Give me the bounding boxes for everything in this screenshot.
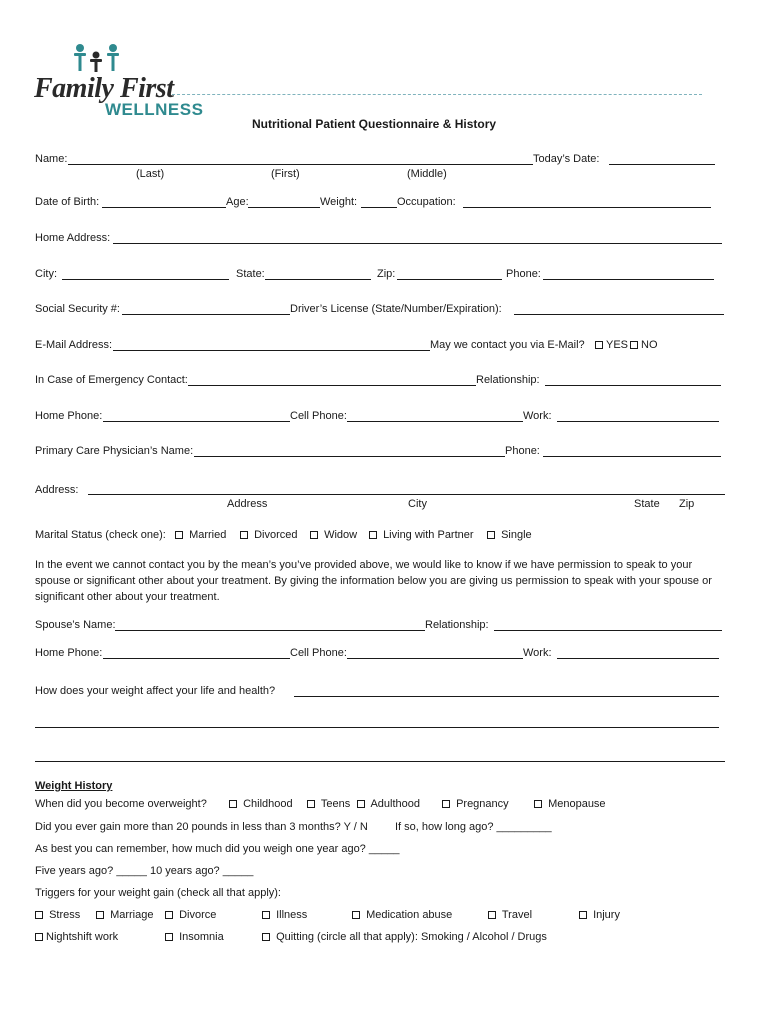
- city-sublabel: City: [408, 498, 427, 510]
- option-label: Widow: [324, 529, 358, 541]
- phone-label: Phone:: [506, 268, 541, 280]
- option-label: Adulthood: [370, 798, 420, 810]
- dob-label: Date of Birth:: [35, 196, 100, 208]
- option-label: Injury: [593, 909, 620, 921]
- drivers-license-label: Driver’s License (State/Number/Expiration):: [290, 303, 502, 315]
- checkbox-icon[interactable]: [35, 933, 43, 941]
- ssn-label: Social Security #:: [35, 303, 120, 315]
- checkbox-icon[interactable]: [595, 341, 603, 349]
- option-label: Single: [501, 529, 532, 541]
- logo-line2: WELLNESS: [105, 100, 204, 119]
- permission-paragraph: In the event we cannot contact you by the mean’s you’ve provided above, we would like to know if we have permission to speak to your spouse or significant other about your treatment. By giving the information below you are giving us permission to speak with your spouse or significant other about your treatment.: [35, 559, 712, 603]
- weight-field[interactable]: [361, 207, 397, 208]
- spouse-relationship-field[interactable]: [494, 630, 722, 631]
- age-label: Age:: [226, 196, 249, 208]
- overweight-question: When did you become overweight?: [35, 798, 207, 810]
- checkbox-icon[interactable]: [579, 911, 587, 919]
- city-field[interactable]: [62, 279, 229, 280]
- one-year-question: As best you can remember, how much did you weigh one year ago? _____: [35, 843, 400, 855]
- checkbox-icon[interactable]: [240, 531, 248, 539]
- emergency-contact-field[interactable]: [188, 385, 476, 386]
- spouse-cell-phone-label: Cell Phone:: [290, 647, 347, 659]
- name-field[interactable]: [68, 164, 533, 165]
- spouse-work-field[interactable]: [557, 658, 719, 659]
- zip-sublabel: Zip: [679, 498, 695, 510]
- drivers-license-field[interactable]: [514, 314, 724, 315]
- checkbox-icon[interactable]: [534, 800, 542, 808]
- name-label: Name:: [35, 153, 68, 165]
- home-phone-field[interactable]: [103, 421, 290, 422]
- occupation-label: Occupation:: [397, 196, 456, 208]
- pcp-label: Primary Care Physician’s Name:: [35, 445, 194, 457]
- address-field[interactable]: [88, 494, 725, 495]
- checkbox-icon[interactable]: [488, 911, 496, 919]
- state-sublabel: State: [634, 498, 660, 510]
- checkbox-icon[interactable]: [352, 911, 360, 919]
- checkbox-icon[interactable]: [442, 800, 450, 808]
- checkbox-icon[interactable]: [229, 800, 237, 808]
- weight-affect-question: How does your weight affect your life and health?: [35, 685, 276, 697]
- option-label: Pregnancy: [456, 798, 509, 810]
- overweight-option-teens[interactable]: [307, 798, 350, 811]
- no-label: NO: [641, 339, 658, 351]
- checkbox-icon[interactable]: [357, 800, 365, 808]
- checkbox-icon[interactable]: [175, 531, 183, 539]
- option-label: Insomnia: [179, 931, 224, 943]
- rapid-gain-question: Did you ever gain more than 20 pounds in less than 3 months? Y / N: [35, 821, 368, 833]
- zip-label: Zip:: [377, 268, 396, 280]
- address-label: Address:: [35, 484, 79, 496]
- spouse-relationship-label: Relationship:: [425, 619, 489, 631]
- header-divider: [172, 94, 702, 95]
- overweight-option-menopause[interactable]: [534, 798, 606, 811]
- pcp-phone-label: Phone:: [505, 445, 540, 457]
- option-label: Travel: [501, 909, 533, 921]
- marital-option-widow[interactable]: [310, 529, 357, 542]
- checkbox-icon[interactable]: [487, 531, 495, 539]
- relationship-field[interactable]: [545, 385, 721, 386]
- marital-option-divorced[interactable]: [240, 529, 297, 542]
- checkbox-icon[interactable]: [165, 911, 173, 919]
- weight-affect-field-3[interactable]: [35, 761, 725, 762]
- spouse-work-label: Work:: [523, 647, 552, 659]
- trigger-marriage[interactable]: [96, 909, 153, 922]
- option-label: Menopause: [548, 798, 606, 810]
- trigger-injury[interactable]: [579, 909, 620, 922]
- checkbox-icon[interactable]: [96, 911, 104, 919]
- state-field[interactable]: [265, 279, 371, 280]
- spouse-home-phone-field[interactable]: [103, 658, 290, 659]
- spouse-name-label: Spouse’s Name:: [35, 619, 116, 631]
- option-label: Medication abuse: [366, 909, 453, 921]
- cell-phone-field[interactable]: [347, 421, 523, 422]
- home-address-field[interactable]: [113, 243, 722, 244]
- checkbox-icon[interactable]: [262, 933, 270, 941]
- last-sublabel: (Last): [136, 168, 165, 180]
- work-label: Work:: [523, 410, 552, 422]
- email-label: E-Mail Address:: [35, 339, 113, 351]
- city-label: City:: [35, 268, 57, 280]
- todays-date-label: Today’s Date:: [533, 153, 600, 165]
- trigger-insomnia[interactable]: [165, 931, 224, 944]
- trigger-stress[interactable]: [35, 909, 80, 922]
- dob-field[interactable]: [102, 207, 226, 208]
- checkbox-icon[interactable]: [35, 911, 43, 919]
- trigger-illness[interactable]: [262, 909, 307, 922]
- checkbox-icon[interactable]: [310, 531, 318, 539]
- trigger-nightshift-work[interactable]: [35, 931, 118, 944]
- email-field[interactable]: [113, 350, 430, 351]
- middle-sublabel: (Middle): [407, 168, 447, 180]
- email-yes-option[interactable]: [595, 339, 628, 352]
- spouse-home-phone-label: Home Phone:: [35, 647, 103, 659]
- weight-affect-field-1[interactable]: [294, 696, 719, 697]
- trigger-quitting[interactable]: [262, 931, 547, 944]
- overweight-option-pregnancy[interactable]: [442, 798, 509, 811]
- weight-history-heading: Weight History: [35, 780, 113, 792]
- rapid-gain-followup: If so, how long ago? _________: [395, 821, 552, 833]
- occupation-field[interactable]: [463, 207, 711, 208]
- marital-option-married[interactable]: [175, 529, 226, 542]
- relationship-label: Relationship:: [476, 374, 540, 386]
- trigger-medication-abuse[interactable]: [352, 909, 452, 922]
- triggers-question: Triggers for your weight gain (check all that apply):: [35, 887, 281, 899]
- emergency-contact-label: In Case of Emergency Contact:: [35, 374, 188, 386]
- ssn-field[interactable]: [122, 314, 290, 315]
- checkbox-icon[interactable]: [262, 911, 270, 919]
- marital-status-label: Marital Status (check one):: [35, 529, 166, 541]
- option-label: Divorce: [179, 909, 217, 921]
- cell-phone-label: Cell Phone:: [290, 410, 347, 422]
- marital-option-living-with-partner[interactable]: [369, 529, 474, 542]
- checkbox-icon[interactable]: [307, 800, 315, 808]
- weight-label: Weight:: [320, 196, 358, 208]
- state-label: State:: [236, 268, 265, 280]
- pcp-phone-field[interactable]: [543, 456, 721, 457]
- todays-date-field[interactable]: [609, 164, 715, 165]
- weight-affect-field-2[interactable]: [35, 727, 719, 728]
- logo-line1: Family First: [34, 73, 174, 104]
- age-field[interactable]: [248, 207, 320, 208]
- option-label: Nightshift work: [46, 931, 119, 943]
- spouse-name-field[interactable]: [115, 630, 425, 631]
- overweight-option-childhood[interactable]: [229, 798, 293, 811]
- work-field[interactable]: [557, 421, 719, 422]
- checkbox-icon[interactable]: [630, 341, 638, 349]
- zip-field[interactable]: [397, 279, 502, 280]
- option-label: Living with Partner: [383, 529, 474, 541]
- overweight-option-adulthood[interactable]: [357, 798, 420, 811]
- option-label: Childhood: [243, 798, 293, 810]
- option-label: Stress: [49, 909, 81, 921]
- trigger-travel[interactable]: [488, 909, 532, 922]
- home-phone-label: Home Phone:: [35, 410, 103, 422]
- spouse-cell-phone-field[interactable]: [347, 658, 523, 659]
- option-label: Illness: [276, 909, 308, 921]
- option-label: Married: [189, 529, 227, 541]
- phone-field[interactable]: [543, 279, 714, 280]
- option-label: Marriage: [110, 909, 154, 921]
- pcp-field[interactable]: [194, 456, 505, 457]
- email-contact-question: May we contact you via E-Mail?: [430, 339, 585, 351]
- option-label: Teens: [320, 798, 351, 810]
- option-label: Divorced: [254, 529, 298, 541]
- trigger-divorce[interactable]: [165, 909, 216, 922]
- page-title: Nutritional Patient Questionnaire & History: [252, 117, 497, 131]
- yes-label: YES: [606, 339, 629, 351]
- five-ten-years-question: Five years ago? _____ 10 years ago? _____: [35, 865, 254, 877]
- address-sublabel: Address: [227, 498, 268, 510]
- email-no-option[interactable]: [630, 339, 658, 352]
- home-address-label: Home Address:: [35, 232, 111, 244]
- checkbox-icon[interactable]: [369, 531, 377, 539]
- marital-option-single[interactable]: [487, 529, 532, 542]
- option-label: Quitting (circle all that apply): Smoking / Alcohol / Drugs: [276, 931, 547, 943]
- checkbox-icon[interactable]: [165, 933, 173, 941]
- first-sublabel: (First): [271, 168, 300, 180]
